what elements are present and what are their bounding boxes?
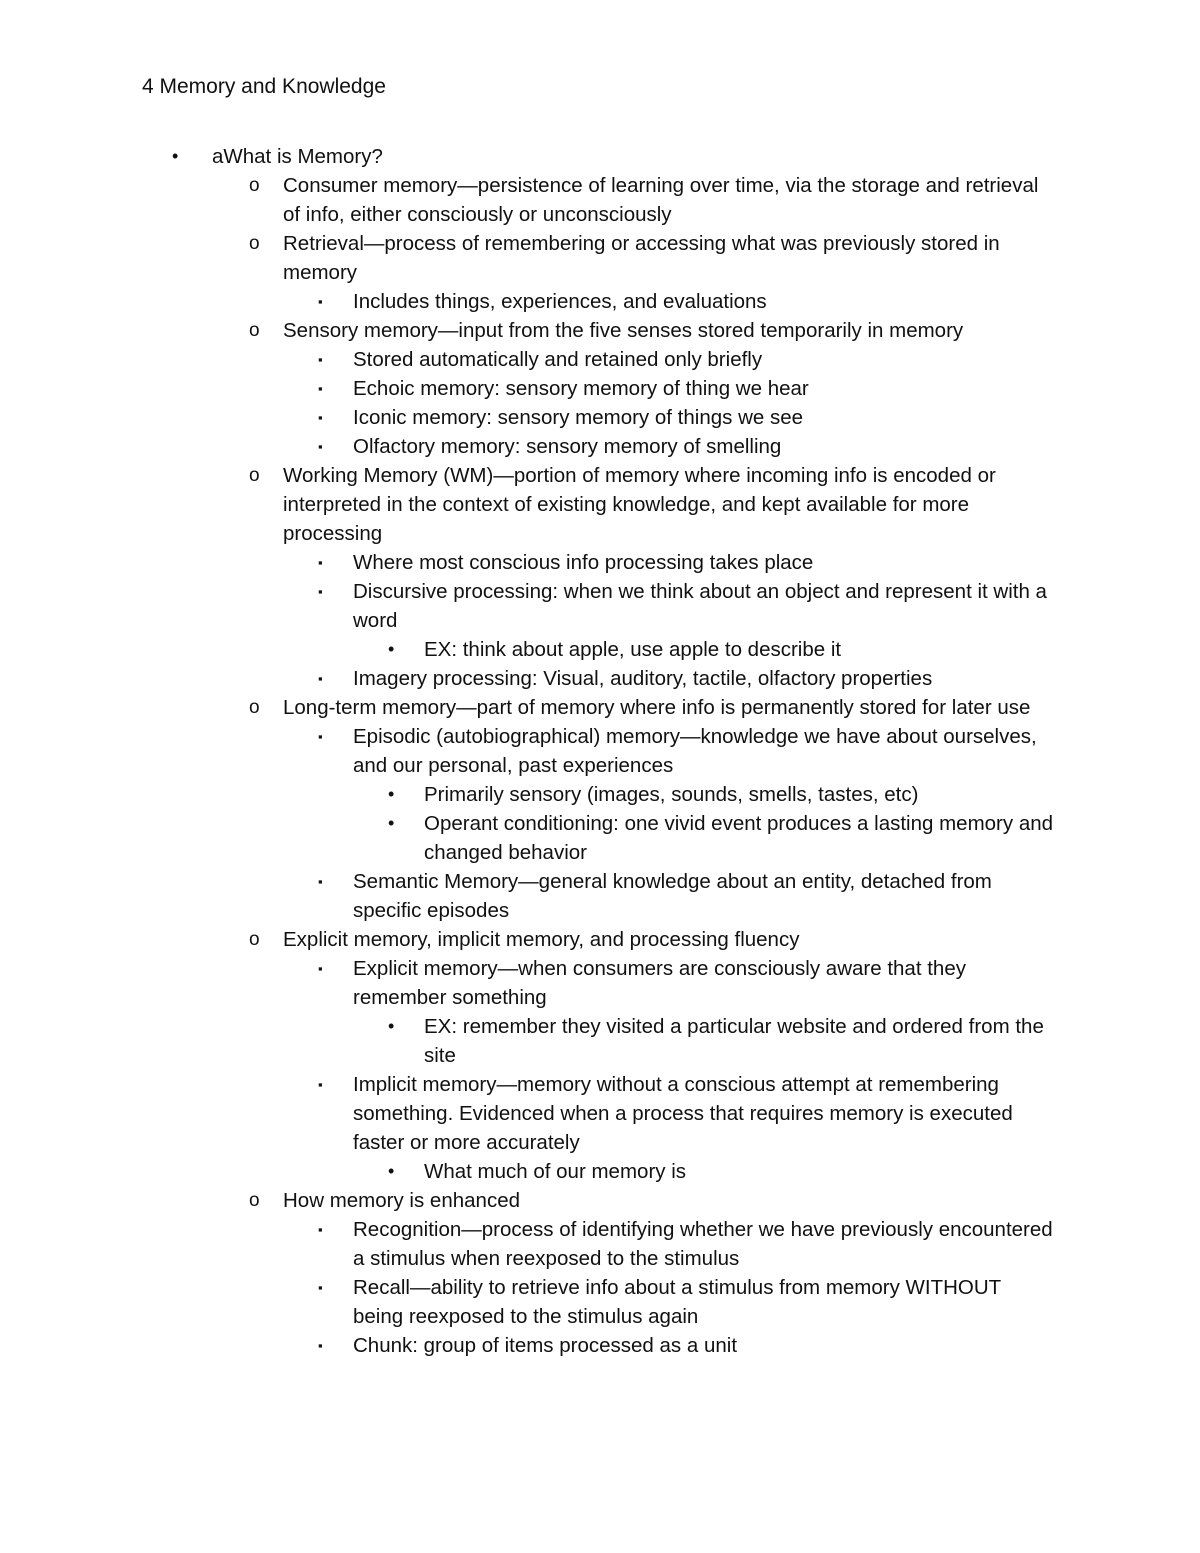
bullet-level4-icon: • <box>388 639 395 659</box>
bullet-level4-icon: • <box>388 1161 395 1181</box>
outline-item-text: Includes things, experiences, and evaluations <box>353 290 767 313</box>
outline-item-text: Consumer memory—persistence of learning over time, via the storage and retrieval of info, either consciously or unconsciously <box>283 174 1039 226</box>
outline-item-text: EX: remember they visited a particular website and ordered from the site <box>424 1015 1044 1067</box>
outline-item-level3 <box>0 664 1053 693</box>
bullet-level3-icon: ▪ <box>318 584 323 599</box>
bullet-level3-icon: ▪ <box>318 874 323 889</box>
bullet-level3-icon: ▪ <box>318 1280 323 1295</box>
outline-item-text: How memory is enhanced <box>283 1189 520 1212</box>
bullet-level3-icon: ▪ <box>318 294 323 309</box>
outline-item-level3 <box>0 345 1053 374</box>
outline-item-level3 <box>0 954 1053 1012</box>
outline-item-level4 <box>0 809 1054 867</box>
outline-item-level3 <box>0 722 1053 780</box>
outline-list <box>0 142 1200 1360</box>
outline-item-level2 <box>0 171 1053 229</box>
bullet-level2-icon: o <box>249 233 260 254</box>
outline-item-text: Long-term memory—part of memory where info is permanently stored for later use <box>283 696 1031 719</box>
bullet-level3-icon: ▪ <box>318 352 323 367</box>
outline-item-text: Explicit memory—when consumers are consciously aware that they remember something <box>353 957 966 1009</box>
bullet-level2-icon: o <box>249 697 260 718</box>
outline-item-text: Retrieval—process of remembering or accessing what was previously stored in memory <box>283 232 1000 284</box>
bullet-level3-icon: ▪ <box>318 729 323 744</box>
outline-item-text: Operant conditioning: one vivid event produces a lasting memory and changed behavior <box>424 812 1054 864</box>
bullet-level3-icon: ▪ <box>318 1222 323 1237</box>
outline-item-level3 <box>0 867 1053 925</box>
outline-item-level2 <box>0 693 1053 722</box>
outline-item-text: EX: think about apple, use apple to describe it <box>424 638 842 661</box>
bullet-level3-icon: ▪ <box>318 410 323 425</box>
outline-item-text: aWhat is Memory? <box>212 145 383 168</box>
outline-item-level2 <box>0 1186 1053 1215</box>
outline-item-level3 <box>0 1273 1053 1331</box>
page-title: 4 Memory and Knowledge <box>142 75 386 98</box>
outline-item-text: Stored automatically and retained only briefly <box>353 348 763 371</box>
bullet-level2-icon: o <box>249 175 260 196</box>
outline-item-level4 <box>0 635 1054 664</box>
outline-item-level3 <box>0 374 1053 403</box>
outline-item-level3 <box>0 577 1053 635</box>
bullet-level3-icon: ▪ <box>318 439 323 454</box>
bullet-level1-icon: • <box>172 146 179 166</box>
outline-item-level3 <box>0 1331 1053 1360</box>
outline-item-text: Imagery processing: Visual, auditory, tactile, olfactory properties <box>353 667 933 690</box>
outline-item-text: Implicit memory—memory without a conscious attempt at remembering something. Evidenced when a process that requires memory is executed faster or more accurately <box>353 1073 1013 1154</box>
outline-item-text: Sensory memory—input from the five senses stored temporarily in memory <box>283 319 964 342</box>
bullet-level4-icon: • <box>388 813 395 833</box>
bullet-level3-icon: ▪ <box>318 1077 323 1092</box>
outline-item-level4 <box>0 780 1054 809</box>
outline-item-level3 <box>0 287 1053 316</box>
outline-item-level1 <box>0 142 1050 171</box>
outline-item-level3 <box>0 403 1053 432</box>
outline-item-level2 <box>0 925 1053 954</box>
outline-item-text: Discursive processing: when we think about an object and represent it with a word <box>353 580 1047 632</box>
outline-item-text: Recall—ability to retrieve info about a stimulus from memory WITHOUT being reexposed to the stimulus again <box>353 1276 1001 1328</box>
bullet-level4-icon: • <box>388 784 395 804</box>
bullet-level3-icon: ▪ <box>318 961 323 976</box>
outline-item-text: What much of our memory is <box>424 1160 687 1183</box>
outline-item-text: Iconic memory: sensory memory of things we see <box>353 406 804 429</box>
bullet-level3-icon: ▪ <box>318 555 323 570</box>
outline-item-level3 <box>0 548 1053 577</box>
outline-item-text: Olfactory memory: sensory memory of smelling <box>353 435 782 458</box>
bullet-level3-icon: ▪ <box>318 381 323 396</box>
outline-item-text: Working Memory (WM)—portion of memory where incoming info is encoded or interpreted in the context of existing knowledge, and kept available for more processing <box>283 464 996 545</box>
outline-item-text: Primarily sensory (images, sounds, smells, tastes, etc) <box>424 783 919 806</box>
outline-item-level3 <box>0 432 1053 461</box>
outline-item-text: Episodic (autobiographical) memory—knowledge we have about ourselves, and our personal, past experiences <box>353 725 1037 777</box>
outline-item-level4 <box>0 1157 1054 1186</box>
bullet-level2-icon: o <box>249 465 260 486</box>
outline-item-level2 <box>0 461 1053 548</box>
outline-item-text: Chunk: group of items processed as a unit <box>353 1334 738 1357</box>
outline-item-level4 <box>0 1012 1054 1070</box>
outline-item-text: Echoic memory: sensory memory of thing we hear <box>353 377 809 400</box>
outline-item-text: Where most conscious info processing takes place <box>353 551 814 574</box>
bullet-level3-icon: ▪ <box>318 1338 323 1353</box>
bullet-level2-icon: o <box>249 1190 260 1211</box>
outline-item-level3 <box>0 1215 1053 1273</box>
outline-item-text: Semantic Memory—general knowledge about an entity, detached from specific episodes <box>353 870 992 922</box>
bullet-level4-icon: • <box>388 1016 395 1036</box>
outline-item-level2 <box>0 316 1053 345</box>
outline-item-text: Explicit memory, implicit memory, and processing fluency <box>283 928 800 951</box>
bullet-level2-icon: o <box>249 929 260 950</box>
bullet-level2-icon: o <box>249 320 260 341</box>
bullet-level3-icon: ▪ <box>318 671 323 686</box>
outline-item-level2 <box>0 229 1053 287</box>
outline-item-text: Recognition—process of identifying whether we have previously encountered a stimulus when reexposed to the stimulus <box>353 1218 1053 1270</box>
outline-item-level3 <box>0 1070 1053 1157</box>
